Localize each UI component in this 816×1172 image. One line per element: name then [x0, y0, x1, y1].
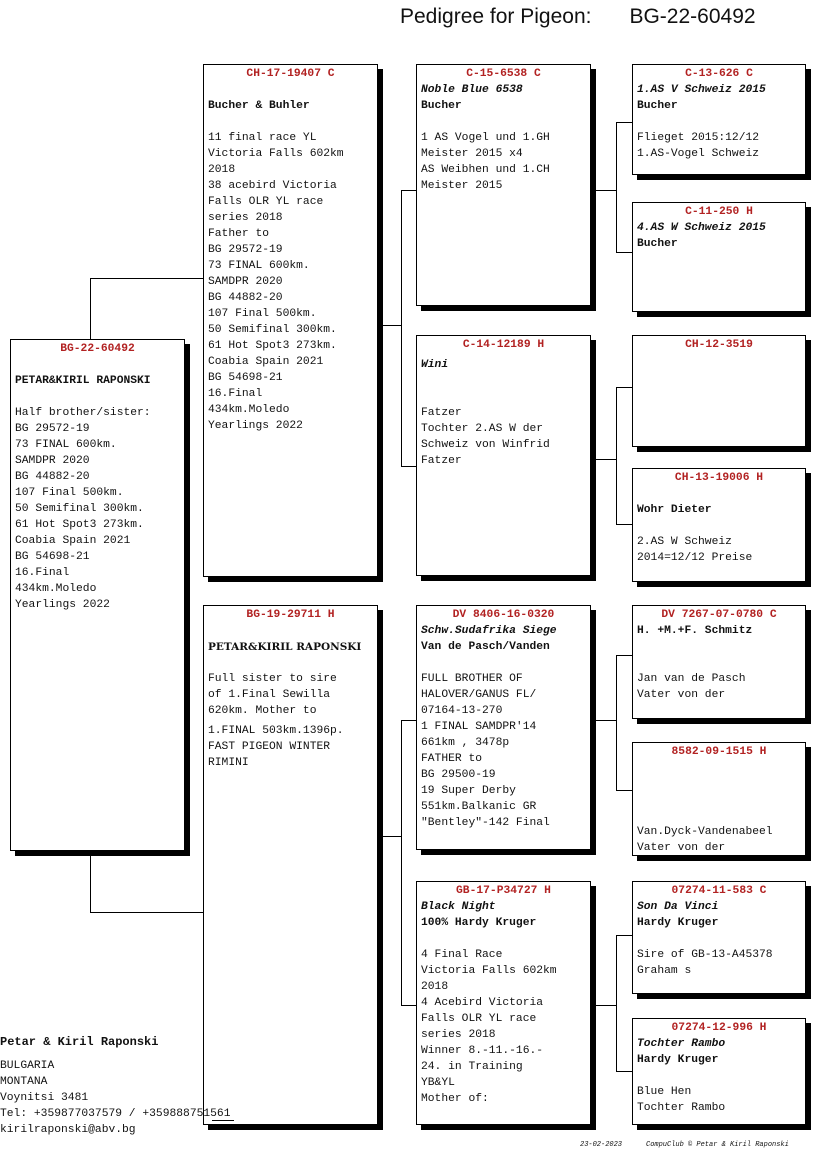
- info-line: Tochter Rambo: [637, 1102, 726, 1114]
- owner-name: Petar & Kiril Raponski: [0, 1035, 159, 1049]
- ring-number: GB-17-P34727 H: [456, 885, 551, 897]
- info-line: 73 FINAL 600km.: [208, 260, 310, 272]
- pigeon-card-dss[interactable]: [632, 605, 806, 719]
- info-line: Half brother/sister:: [15, 407, 151, 419]
- connector-line: [616, 524, 633, 525]
- owner-line: Hardy Kruger: [637, 917, 719, 929]
- owner-line: Bucher: [637, 100, 678, 112]
- connector-line: [401, 190, 417, 191]
- connector-line: [377, 836, 401, 837]
- info-line: HALOVER/GANUS FL/: [421, 689, 537, 701]
- info-line: 2018: [421, 981, 449, 993]
- info-line: [421, 655, 586, 671]
- connector-line: [90, 851, 91, 913]
- owner-line: Van de Pasch/Vanden: [421, 641, 550, 653]
- info-line: 07164-13-270: [421, 705, 503, 717]
- info-line: Sire of GB-13-A45378: [637, 949, 773, 961]
- page-title: [400, 5, 756, 29]
- info-line: 16.Final: [208, 388, 263, 400]
- ring-number: BG-19-29711 H: [246, 609, 335, 621]
- info-line: [421, 373, 586, 389]
- info-line: AS Weibhen und 1.CH: [421, 164, 550, 176]
- pigeon-card-sire-dam[interactable]: [416, 335, 591, 576]
- ring-number: C-14-12189 H: [462, 339, 545, 351]
- ring-number: BG-22-60492: [60, 343, 135, 355]
- connector-line: [377, 325, 401, 326]
- info-line: Vater von der: [637, 842, 726, 854]
- info-line: series 2018: [421, 1029, 496, 1041]
- info-line: Coabia Spain 2021: [15, 535, 131, 547]
- ring-number: C-11-250 H: [685, 206, 753, 218]
- info-line: 4 Acebird Victoria: [421, 997, 544, 1009]
- info-line: 434km.Moledo: [208, 404, 290, 416]
- info-line: Van.Dyck-Vandenabeel: [637, 826, 773, 838]
- info-line: Flieget 2015:12/12: [637, 132, 760, 144]
- info-line: 11 final race YL: [208, 132, 317, 144]
- info-line: Mother of:: [421, 1093, 489, 1105]
- connector-line: [616, 252, 633, 253]
- title-ring: BG-22-60492: [629, 5, 756, 28]
- owner-line: Bucher: [637, 238, 678, 250]
- pigeon-name: H. +M.+F. Schmitz: [637, 625, 753, 637]
- ring-number: 07274-11-583 C: [671, 885, 767, 897]
- connector-line: [401, 466, 417, 467]
- info-line: 107 Final 500km.: [208, 308, 317, 320]
- info-line: [208, 114, 373, 130]
- connector-line: [616, 655, 633, 656]
- footer-date: 23-02-2023: [580, 1141, 623, 1149]
- pigeon-name: 4.AS W Schweiz 2015: [637, 222, 766, 234]
- info-line: series 2018: [208, 212, 283, 224]
- owner-line: PETAR&KIRIL RAPONSKI: [15, 375, 151, 387]
- connector-line: [616, 122, 633, 123]
- connector-line: [616, 1071, 633, 1072]
- connector-line: [401, 720, 402, 1005]
- owner-line: Hardy Kruger: [637, 1054, 719, 1066]
- info-line: [637, 760, 801, 776]
- info-line: [421, 931, 586, 947]
- pigeon-name: 1.AS V Schweiz 2015: [637, 84, 766, 96]
- info-line: [637, 808, 801, 824]
- ring-number: CH-12-3519: [685, 339, 753, 351]
- info-line: 50 Semifinal 300km.: [15, 503, 144, 515]
- connector-line: [616, 387, 633, 388]
- info-line: [637, 518, 801, 534]
- pigeon-card-ssd[interactable]: [632, 202, 806, 312]
- divider-mark: [212, 1120, 234, 1127]
- info-line: [15, 357, 180, 373]
- pigeon-card-sds[interactable]: [632, 335, 806, 447]
- info-line: 661km , 3478p: [421, 737, 510, 749]
- info-line: Victoria Falls 602km: [421, 965, 557, 977]
- info-line: FULL BROTHER OF: [421, 673, 523, 685]
- info-line: [15, 389, 180, 405]
- info-line: YB&YL: [421, 1077, 455, 1089]
- info-line: Father to: [208, 228, 270, 240]
- connector-line: [590, 1005, 616, 1006]
- connector-line: [616, 790, 633, 791]
- info-line: BG 54698-21: [15, 551, 90, 563]
- info-line: Coabia Spain 2021: [208, 356, 324, 368]
- connector-line: [90, 278, 204, 279]
- pigeon-name: Noble Blue 6538: [421, 84, 523, 96]
- info-line: BG 44882-20: [15, 471, 90, 483]
- info-line: Victoria Falls 602km: [208, 148, 344, 160]
- connector-line: [590, 190, 616, 191]
- info-line: 50 Semifinal 300km.: [208, 324, 337, 336]
- info-line: 2.AS W Schweiz: [637, 536, 732, 548]
- connector-line: [616, 935, 633, 936]
- owner-line: Bucher: [421, 100, 462, 112]
- info-line: [637, 486, 801, 502]
- info-line: Fatzer: [421, 407, 462, 419]
- info-line: [208, 655, 373, 671]
- connector-line: [616, 935, 617, 1071]
- info-line: FAST PIGEON WINTER: [208, 741, 331, 753]
- info-line: 2014=12/12 Preise: [637, 552, 753, 564]
- info-line: BG 29572-19: [208, 244, 283, 256]
- info-line: 1 AS Vogel und 1.GH: [421, 132, 550, 144]
- pigeon-name: Black Night: [421, 901, 496, 913]
- info-line: 620km. Mother to: [208, 705, 317, 717]
- info-line: [421, 114, 586, 130]
- info-line: Schweiz von Winfrid: [421, 439, 550, 451]
- info-line: 61 Hot Spot3 273km.: [208, 340, 337, 352]
- info-line: [637, 1068, 801, 1084]
- pigeon-card-sire-sire[interactable]: [416, 64, 591, 306]
- info-line: 19 Super Derby: [421, 785, 516, 797]
- info-line: [208, 82, 373, 98]
- info-line: Jan van de Pasch: [637, 673, 746, 685]
- pigeon-card-ddd[interactable]: [632, 1018, 806, 1125]
- owner-email[interactable]: kirilraponski@abv.bg: [0, 1124, 136, 1136]
- info-line: 1.AS-Vogel Schweiz: [637, 148, 760, 160]
- connector-line: [401, 1005, 417, 1006]
- ring-number: C-13-626 C: [685, 68, 753, 80]
- connector-line: [90, 278, 91, 340]
- info-line: 2018: [208, 164, 236, 176]
- connector-line: [616, 387, 617, 524]
- owner-line: Wohr Dieter: [637, 504, 712, 516]
- info-line: 1 FINAL SAMDPR'14: [421, 721, 537, 733]
- pigeon-name: Tochter Rambo: [637, 1038, 726, 1050]
- info-line: BG 54698-21: [208, 372, 283, 384]
- pigeon-card-sss[interactable]: [632, 64, 806, 175]
- owner-tel: Tel: +359877037579 / +359888751561: [0, 1108, 231, 1120]
- pigeon-card-dsd[interactable]: [632, 742, 806, 856]
- info-line: Meister 2015: [421, 180, 503, 192]
- info-line: 107 Final 500km.: [15, 487, 124, 499]
- pigeon-card-dam-dam[interactable]: [416, 881, 591, 1125]
- ring-number: CH-13-19006 H: [674, 472, 764, 484]
- owner-contact: [0, 1034, 231, 1138]
- footer-credit: CompuClub © Petar & Kiril Raponski: [646, 1141, 789, 1149]
- pigeon-card-sdd[interactable]: [632, 468, 806, 582]
- info-line: [637, 639, 801, 655]
- ring-number: DV 7267-07-0780 C: [661, 609, 777, 621]
- pigeon-card-dds[interactable]: [632, 881, 806, 994]
- info-line: 16.Final: [15, 567, 70, 579]
- info-line: 434km.Moledo: [15, 583, 97, 595]
- info-line: Winner 8.-11.-16.-: [421, 1045, 544, 1057]
- connector-line: [590, 720, 616, 721]
- info-line: 4 Final Race: [421, 949, 503, 961]
- info-line: Yearlings 2022: [208, 420, 303, 432]
- connector-line: [590, 459, 616, 460]
- info-line: Fatzer: [421, 455, 462, 467]
- info-line: Graham s: [637, 965, 692, 977]
- connector-line: [401, 190, 402, 466]
- owner-line: 100% Hardy Kruger: [421, 917, 537, 929]
- owner-line: Bucher & Buhler: [208, 100, 310, 112]
- info-line: [637, 792, 801, 808]
- owner-line: PETAR&KIRIL RAPONSKI: [208, 641, 362, 653]
- connector-line: [616, 122, 617, 252]
- info-line: FATHER to: [421, 753, 483, 765]
- info-line: 24. in Training: [421, 1061, 523, 1073]
- connector-line: [90, 912, 204, 913]
- info-line: 551km.Balkanic GR: [421, 801, 537, 813]
- info-line: Blue Hen: [637, 1086, 692, 1098]
- info-line: [421, 389, 586, 405]
- info-line: [637, 655, 801, 671]
- pigeon-name: Wini: [421, 359, 449, 371]
- info-line: [208, 623, 373, 639]
- info-line: Falls OLR YL race: [208, 196, 324, 208]
- info-line: 61 Hot Spot3 273km.: [15, 519, 144, 531]
- owner-region: MONTANA: [0, 1076, 48, 1088]
- info-line: BG 44882-20: [208, 292, 283, 304]
- info-line: "Bentley"-142 Final: [421, 817, 550, 829]
- pigeon-name: Son Da Vinci: [637, 901, 719, 913]
- info-line: Full sister to sire: [208, 673, 337, 685]
- info-line: 73 FINAL 600km.: [15, 439, 117, 451]
- info-line: [637, 776, 801, 792]
- title-label: Pedigree for Pigeon:: [400, 5, 592, 28]
- ring-number: 8582-09-1515 H: [671, 746, 767, 758]
- info-line: SAMDPR 2020: [208, 276, 283, 288]
- info-line: SAMDPR 2020: [15, 455, 90, 467]
- owner-country: BULGARIA: [0, 1060, 55, 1072]
- ring-number: C-15-6538 C: [466, 68, 541, 80]
- info-line: Falls OLR YL race: [421, 1013, 537, 1025]
- ring-number: DV 8406-16-0320: [452, 609, 555, 621]
- ring-number: 07274-12-996 H: [671, 1022, 767, 1034]
- connector-line: [401, 720, 417, 721]
- info-line: [637, 114, 801, 130]
- info-line: 1.FINAL 503km.1396p.: [208, 725, 344, 737]
- pigeon-card-subject[interactable]: [10, 339, 185, 851]
- ring-number: CH-17-19407 C: [246, 68, 335, 80]
- info-line: RIMINI: [208, 757, 249, 769]
- owner-city: Voynitsi 3481: [0, 1092, 89, 1104]
- pigeon-card-sire[interactable]: [203, 64, 378, 577]
- info-line: Yearlings 2022: [15, 599, 110, 611]
- info-line: 38 acebird Victoria: [208, 180, 337, 192]
- pigeon-name: Schw.Sudafrika Siege: [421, 625, 557, 637]
- connector-line: [616, 655, 617, 790]
- info-line: Tochter 2.AS W der: [421, 423, 544, 435]
- pigeon-card-dam-sire[interactable]: [416, 605, 591, 850]
- info-line: BG 29572-19: [15, 423, 90, 435]
- info-line: of 1.Final Sewilla: [208, 689, 331, 701]
- info-line: Vater von der: [637, 689, 726, 701]
- info-line: BG 29500-19: [421, 769, 496, 781]
- info-line: [637, 931, 801, 947]
- info-line: Meister 2015 x4: [421, 148, 523, 160]
